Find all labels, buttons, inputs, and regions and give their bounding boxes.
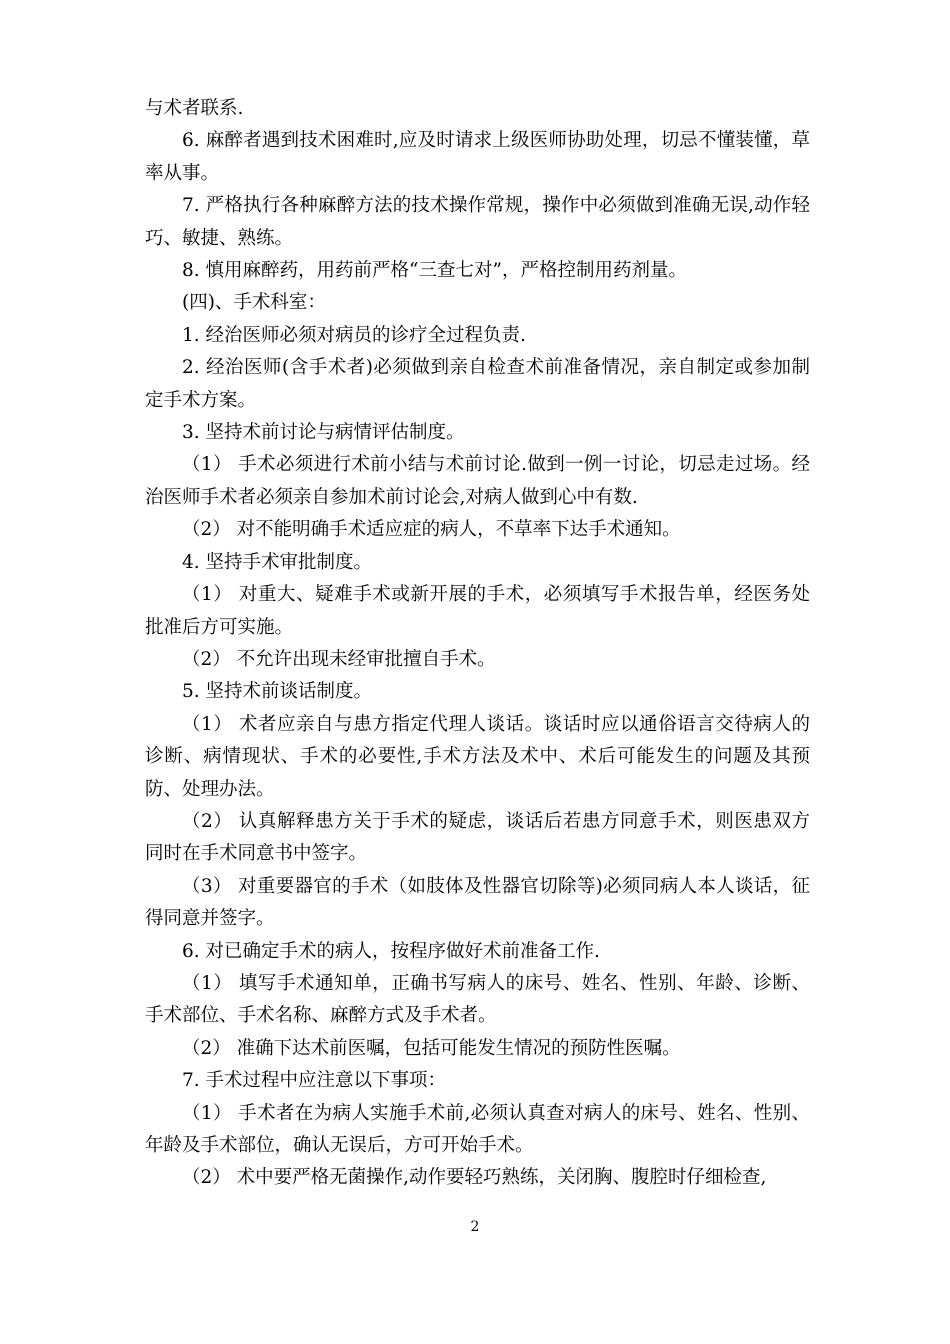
paragraph: 5. 坚持术前谈话制度。	[182, 681, 373, 703]
page-number: 2	[470, 1219, 480, 1235]
paragraph: 7. 严格执行各种麻醉方法的技术操作常规，操作中必须做到准确无误,动作轻巧、敏捷、熟练。	[145, 195, 810, 249]
paragraph: （2） 术中要严格无菌操作,动作要轻巧熟练，关闭胸、腹腔时仔细检查,	[182, 1167, 767, 1189]
paragraph: 2. 经治医师(含手术者)必须做到亲自检查术前准备情况，亲自制定或参加制定手术方案。	[145, 357, 810, 411]
paragraph: （2） 准确下达术前医嘱，包括可能发生情况的预防性医嘱。	[182, 1037, 681, 1059]
paragraph: （1） 手术者在为病人实施手术前,必须认真查对病人的床号、姓名、性别、年龄及手术部位，确认无误后，方可开始手术。	[145, 1102, 810, 1156]
paragraph: 4. 坚持手术审批制度。	[182, 551, 373, 573]
section-heading: (四)、手术科室：	[182, 292, 326, 314]
paragraph: 6. 麻醉者遇到技术困难时,应及时请求上级医师协助处理，切忌不懂装懂，草率从事。	[145, 130, 810, 184]
paragraph: （1） 术者应亲自与患方指定代理人谈话。谈话时应以通俗语言交待病人的诊断、病情现状、手术的必要性,手术方法及术中、术后可能发生的问题及其预防、处理办法。	[145, 713, 810, 800]
paragraph: （2） 对不能明确手术适应症的病人，不草率下达手术通知。	[182, 519, 681, 541]
paragraph: （2） 认真解释患方关于手术的疑虑，谈话后若患方同意手术，则医患双方同时在手术同意书中签字。	[145, 810, 810, 865]
paragraph: 7. 手术过程中应注意以下事项：	[182, 1070, 447, 1092]
paragraph: （1） 对重大、疑难手术或新开展的手术，必须填写手术报告单，经医务处批准后方可实施。	[145, 584, 810, 638]
document-body	[145, 93, 810, 1195]
paragraph: （2） 不允许出现未经审批擅自手术。	[182, 648, 496, 670]
paragraph: 与术者联系.	[145, 98, 244, 119]
paragraph: （1） 手术必须进行术前小结与术前讨论.做到一例一讨论，切忌走过场。经治医师手术者必须亲自参加术前讨论会,对病人做到心中有数.	[145, 454, 810, 508]
paragraph: （3） 对重要器官的手术（如肢体及性器官切除等)必须同病人本人谈话，征得同意并签字。	[145, 875, 810, 930]
paragraph: 1. 经治医师必须对病员的诊疗全过程负责.	[182, 324, 526, 346]
paragraph: 6. 对已确定手术的病人，按程序做好术前准备工作.	[182, 940, 600, 962]
paragraph: （1） 填写手术通知单，正确书写病人的床号、姓名、性别、年龄、诊断、手术部位、手术名称、麻醉方式及手术者。	[145, 972, 810, 1027]
paragraph: 8. 慎用麻醉药，用药前严格“三查七对”，严格控制用药剂量。	[182, 260, 687, 282]
paragraph: 3. 坚持术前讨论与病情评估制度。	[182, 422, 465, 444]
